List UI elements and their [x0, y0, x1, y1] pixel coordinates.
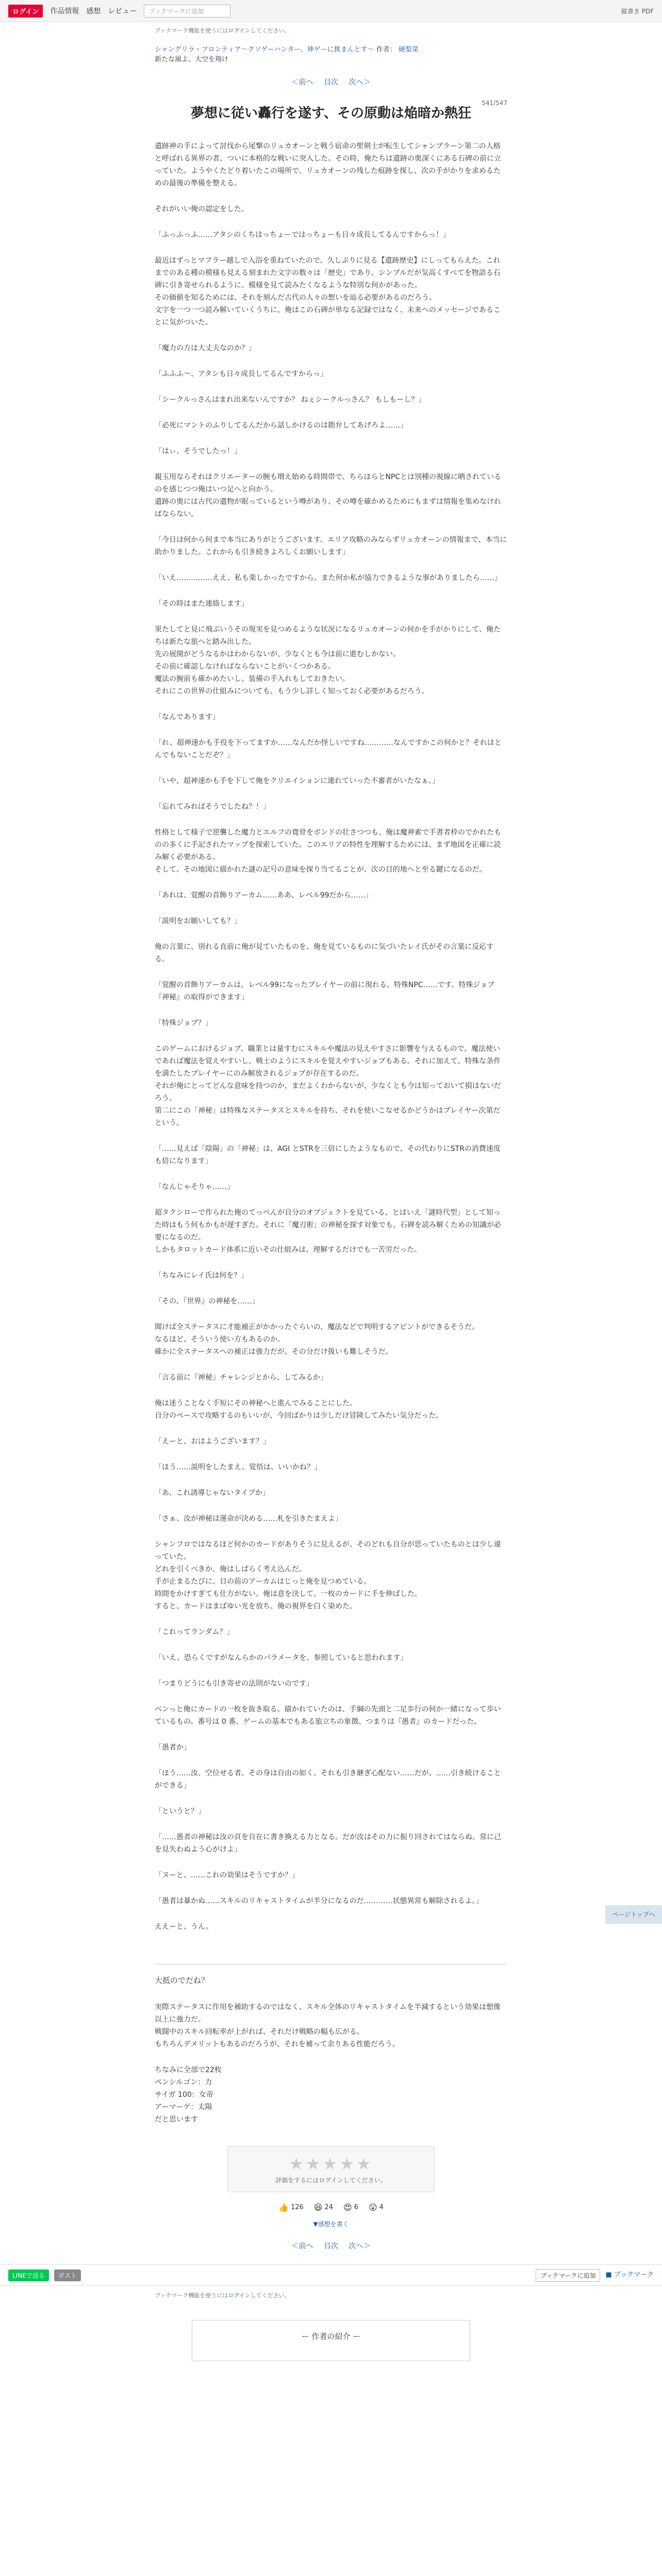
bookmark-button[interactable]: ■ ブックマーク [605, 2270, 654, 2279]
body-paragraph: 超タクシローで作られた俺のてっぺんが自分のオブジェクトを見ている、とはいえ「謎時代型」として知った時はもう何もかもが遅すぎた。それに「魔刃術」の神秘を探す対象でも、石碑を読み解くための知識が必要になるのだ。 しかもタロットカード体系に近いその仕組みは、理解するだけでも一苦労だった。 [155, 1209, 501, 1254]
body-paragraph: 「……見えば「陰陽」の「神秘」は、AGI とSTRを三倍にしたようなもので、その代わりにSTRの消費速度も倍になります」 [155, 1145, 501, 1165]
author-about-box [192, 2320, 470, 2361]
body-paragraph: 「なんじゃそりゃ……」 [155, 1183, 234, 1191]
postscript-head: 大抵のでだね？ [155, 1976, 209, 1985]
reaction-wow[interactable]: 😮 4 [368, 2202, 384, 2212]
body-paragraph: 「あ、これ誘導じゃないタイプか」 [155, 1489, 270, 1497]
login-link-top[interactable]: ログイン [228, 27, 251, 34]
body-paragraph: 「覚醒の首飾りアーカムは、レベル99になったプレイヤーの前に現れる、特殊NPC……です。特殊ジョブ『神秘』の取得ができます」 [155, 981, 495, 1002]
bookmark-notice-top: ブックマーク機能を使うにはログインしてください。 [155, 27, 290, 34]
next-link[interactable]: 次へ＞ [349, 2242, 371, 2250]
series-info: シャングリラ・フロンティア〜クソゲーハンター、神ゲーに挑まんとす〜 作者： 硬梨菜 新たな風よ、大空を翔け [155, 46, 419, 63]
body-paragraph: 「その時はまた連絡します」 [155, 600, 249, 608]
reaction-laugh[interactable]: 😆 24 [313, 2202, 334, 2212]
reaction-thumbs[interactable]: 👍 126 [278, 2202, 304, 2212]
bookmark-add-top[interactable]: ブックマークに追加 [144, 5, 230, 18]
body-paragraph: シャンフロではなるほど何かのカードがありそうに見えるが、そのどれも自分が思っていたものとは少し違っていた。 どれを引くべきか、俺はしばらく考え込んだ。 手が止まるたびに、目の前のアーカムはじっと俺を見つめている。 時間をかけすぎても仕方がない。俺は意を決して、一枚のカードに手を伸ばした。 すると、カードはまばゆい光を放ち、俺の視界を白く染めた。 [155, 1540, 501, 1611]
nav-link-review[interactable]: レビュー [108, 7, 137, 15]
nav-link-impressions[interactable]: 感想 [86, 7, 101, 15]
postscript-para: ちなみに全部で22枚 ペンシルゴン：力 サイガ 100：女帝 アーマーゲ：太陽 だと思います [155, 2066, 222, 2124]
share-line-button[interactable]: LINEで送る [8, 2269, 49, 2281]
postscript [155, 1964, 507, 2126]
bookmark-notice-bottom: ブックマーク機能を使うにはログインしてください。 [155, 2292, 290, 2299]
vertical-pdf-link[interactable]: 縦書き PDF [621, 7, 654, 15]
body-paragraph: 「ヌーと、……これの効果はそうですか？」 [155, 1871, 299, 1879]
body-paragraph: 「つまりどうにも引き寄せの法則がないのです」 [155, 1680, 313, 1688]
body-paragraph: 「忘れてみればそうでしたね？！」 [155, 803, 270, 811]
body-paragraph: 「必死にマントのふりしてるんだから話しかけるのは勘弁してあげろよ……」 [155, 421, 407, 430]
episode-body [155, 140, 507, 1933]
login-button[interactable]: ログイン [8, 5, 43, 18]
body-paragraph: 「えーと、おはようございます？」 [155, 1437, 270, 1446]
body-paragraph: 最近はずっとマフラー越しで入浴を重ねていたので、久しぶりに見る【遺跡歴史】にしってもらえた。これまでのある種の模様も見える刻まれた文字の数々は「歴史」であり、シンプルだが気高くすべてを物語る石碑に引き寄せられるように、模様を見て読みたくなるような特別な何かがあった。 その価値を知るためには、それを刻んだ古代の人々の想いを辿る必要があるのだろう。 文字を一つ一つ読み解いていくうちに、俺はこの石碑が単なる記録ではなく、未来へのメッセージであることに気がついた。 [155, 257, 501, 327]
body-paragraph: 「ほう……説明をしたまえ。覚悟は、いいかね？」 [155, 1463, 321, 1471]
body-paragraph: 「特殊ジョブ？」 [155, 1019, 212, 1027]
main-content [155, 45, 507, 2251]
body-paragraph: ええーと、うん。 [155, 1923, 213, 1931]
body-paragraph: 「ほう……汝、空位せる者。その身は自由の如く、それも引き継ぎ心配ない……だが、……引き続けることができる」 [155, 1769, 501, 1790]
body-paragraph: 「魔力の方は大丈夫なのか？」 [155, 344, 256, 352]
body-paragraph: 「というと？」 [155, 1807, 205, 1816]
next-link[interactable]: 次へ＞ [349, 78, 371, 87]
body-paragraph: 「その、『世界』の神秘を……」 [155, 1297, 259, 1306]
body-paragraph: 「なんであります」 [155, 713, 220, 721]
thumbs-up-icon: 👍 [278, 2202, 289, 2212]
body-paragraph: 聞けば全ステータスに才能補正がかかったぐらいの、魔法などで判明するアピントができるそうだ。 なるほど、そういう使い方もあるのか。 確かに全ステータスへの補正は強力だが、その分だけ扱いも難しそうだ。 [155, 1323, 479, 1356]
body-paragraph: 「ちなみにレイ氏は何を？」 [155, 1272, 249, 1280]
body-paragraph: 「言る前に『神秘』チャレンジとから、してみるか」 [155, 1374, 327, 1382]
body-paragraph: 「ふふふ〜、アタシも日々成長してるんですからっ」 [155, 370, 328, 378]
body-paragraph: 果たしてと見に飛ぶいうその現実を見つめるような状況になるリュカオーンの何かを手がかりにして、俺たちは新たな旅へと踏み出した。 先の展開がどうなるかはわからないが、少なくとも今は前に進むしかない。 その前に確認しなければならないことがいくつかある。 魔法の腕前も確かめたいし、装備の手入れもしておきたい。 それにこの世界の仕組みについても、もう少し詳しく知っておく必要があるだろう。 [155, 625, 501, 696]
body-paragraph: 「ふっふっふ……アタシのくちはっちょーではっちょーも日々成長してるんですからっ！」 [155, 231, 451, 239]
body-paragraph: 親玉用ならそれはクリエーターの腕も増え始める時間帯で、ちらほらとNPCとは別種の視線に晒されているのを感じつつ俺はいつ足へと向かう。 遺跡の奥には古代の遺物が眠っているという噂があり、その噂を確かめるためにもまずは情報を集めなければならない。 [155, 473, 502, 518]
episode-number: 541/547 [482, 99, 507, 107]
episode-nav-top [155, 77, 507, 87]
body-paragraph: 「説明をお願いしても？」 [155, 917, 241, 925]
body-paragraph: 「愚者か」 [155, 1743, 191, 1752]
postscript-para: 実際ステータスに作用を補助するのではなく、スキル全体のリキャストタイムを半減するという効果は想像以上に強力だ。 戦闘中のスキル回転率が上がれば、それだけ戦略の幅も広がる。 もちろんデメリットもあるのだろうが、それを補って余りある性能だろう。 [155, 2003, 501, 2048]
body-paragraph: 「いえ……………ええ、私も楽しかったですから。また何か私が協力できるような事がありましたら……」 [155, 574, 502, 582]
page-top-button[interactable]: ページトップへ [605, 1905, 662, 1924]
body-paragraph: 「はぃ、そうでしたっ！」 [155, 447, 241, 455]
login-link-bottom[interactable]: ログイン [228, 2292, 251, 2299]
nav-link-info[interactable]: 作品情報 [50, 7, 79, 15]
share-bar [0, 2264, 662, 2286]
about-title: ー 作者の紹介 ー [301, 2332, 361, 2341]
write-impression-link[interactable]: ▼感想を書く [313, 2221, 349, 2228]
body-paragraph: 俺の言葉に、別れる直前に俺が見ていたものを、俺を見ているものに気づいたレイ氏がその言葉に反応する。 [155, 943, 494, 963]
toc-link[interactable]: 目次 [324, 78, 338, 87]
rating-text: 評価をするにはログインしてください。 [275, 2177, 387, 2184]
share-x-button[interactable]: ポスト [54, 2269, 81, 2281]
body-paragraph: 俺は迷うことなく手短にその神秘へと進んでみることにした。 自分のペースで攻略するのもいいが、今回ばかりは少しだけ冒険してみたい気分だった。 [155, 1399, 443, 1420]
series-title[interactable]: シャングリラ・フロンティア〜クソゲーハンター、神ゲーに挑まんとす〜 [155, 46, 374, 54]
prev-link[interactable]: ＜前へ [291, 2242, 313, 2250]
body-paragraph: それがいい俺の認定をした。 [155, 205, 249, 213]
reaction-bar [155, 2202, 507, 2212]
episode-nav-bottom [155, 2241, 507, 2251]
author-link[interactable]: 硬梨菜 [398, 46, 419, 54]
rating-stars[interactable]: ★★★★★ [289, 2154, 373, 2174]
body-paragraph: 「……愚者の神秘は汝の頁を自在に書き換える力となる。だが汝はその力に振り回されてはならぬ。常に己を見失わぬよう心がけよ」 [155, 1833, 501, 1854]
toc-link[interactable]: 目次 [324, 2242, 338, 2250]
body-paragraph: 「今日は何から何まで本当にありがとうございます。エリア攻略のみならずリュカオーンの情報まで、本当に助かりました。これからも引き続きよろしくお願いします」 [155, 536, 507, 556]
body-paragraph: 「シークルっさんはまれ出来ないんですか？ ねぇシークルっさん？ もしもーし？」 [155, 396, 426, 404]
body-paragraph: 「愚者は暴かぬ……スキルのリキャストタイムが半分になるのだ…………状態異常も解除されるよ。」 [155, 1897, 483, 1905]
rating-box [227, 2146, 435, 2192]
reaction-love[interactable]: 😍 6 [343, 2202, 358, 2212]
top-bar [0, 0, 662, 22]
body-paragraph: 「いや、超神速かも手を下して俺をクリエイションに連れていった不審者がいたなぁ。」 [155, 777, 440, 785]
body-paragraph: 遺跡神の手によって討伐から尾撃のリュカオーンと戦う宿命の聖剣士が転生してシャンプラーン第二の人格と呼ばれる異界の者、ついに本格的な戦いに突入した。その時、俺たちは遺跡の奥深くにある石碑の前に立っていた。ようやくたどり着いたこの場所で、リュカオーンの残した痕跡を探し、次の手がかりを求めるための最後の準備を整える。 [155, 142, 501, 188]
body-paragraph: 「いえ、恐らくですがなんらかのパラメータを、参照していると思われます」 [155, 1654, 408, 1662]
bookmark-add-bottom[interactable]: ブックマークに追加 [536, 2269, 600, 2282]
body-paragraph: このゲームにおけるジョブ、職業とは量すむにスキルや魔法の見えやすさに影響を与えるもので、魔法使いであれば魔法を覚えやすいし、戦士のようにスキルを覚えやすいジョブもある。それに加えて、特殊な条件を満たしたプレイヤーにのみ解放されるジョブが存在するのだ。 それが俺にとってどんな意味を持つのか、まだよくわからないが、少なくとも今は知っておいて損はないだろう。 第二にこの「神秘」は特殊なステータスとスキルを持ち、それを使いこなせるかどうかはプレイヤー次第だという。 [155, 1045, 501, 1127]
body-paragraph: 「これってランダム？」 [155, 1628, 234, 1636]
heart-eyes-icon: 😍 [343, 2202, 352, 2212]
episode-title: 夢想に従い轟行を遂す、その原動は焔暗か熱狂 [191, 106, 471, 121]
body-paragraph: 「れ、超神速かも手役を下ってますか……なんだか怪しいですね…………なんですかこの何かと？それはとんでもないことだぞ？」 [155, 739, 502, 759]
body-paragraph: 性格として様子で逆襲した魔力とエルフの寛骨をボンドの壮さつつも、俺は魔神素で手書者枠のでかれたものの多くに手記されたマップを探索していた。このエリアの特性を理解するためには、まず地図を正確に読み解く必要がある。 そして、その地図に描かれた謎の記号の意味を探り当てることが、次の目的地へと至る鍵になるのだ。 [155, 828, 501, 874]
wow-icon: 😮 [368, 2202, 377, 2212]
laugh-icon: 😆 [313, 2202, 323, 2212]
chapter-subtitle: 新たな風よ、大空を翔け [155, 56, 229, 63]
body-paragraph: 「あれは、覚醒の首飾りアーカム……ああ、レベル99だから……」 [155, 891, 373, 900]
prev-link[interactable]: ＜前へ [291, 78, 313, 87]
body-paragraph: 「さぁ、汝が神秘は運命が決める……札を引きたまえよ」 [155, 1515, 342, 1523]
body-paragraph: ベンっと俺にカードの一枚を抜き取る。描かれていたのは、手綱の先頭と二足歩行の何か一緒になって歩いているもの。番号は 0 番、ゲームの基本でもある旅立ちの象徴、つまりは『愚者』のカードだった。 [155, 1705, 501, 1726]
